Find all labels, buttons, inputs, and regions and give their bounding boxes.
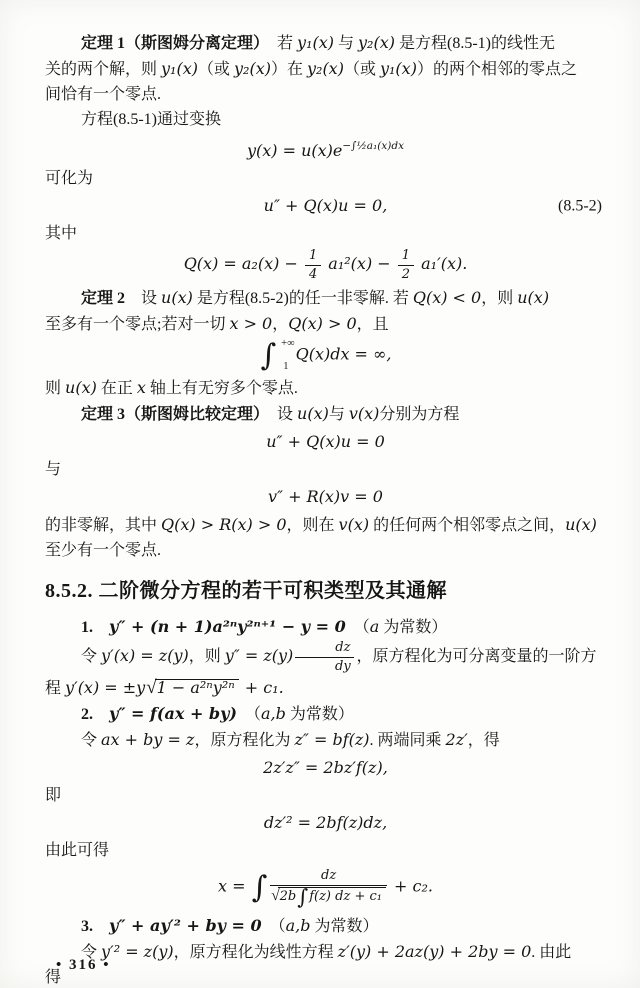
text-run: 令 <box>81 647 102 665</box>
theorem3-line3 <box>45 538 606 563</box>
text-run: dz′² = 2bf(z)dz, <box>263 812 388 832</box>
page-number: • 316 • <box>56 957 111 973</box>
text-run: 为常数） <box>285 705 354 723</box>
text-run: z″ = bf(z) <box>294 729 370 749</box>
text-run: y′(x) = z(y) <box>101 645 189 665</box>
fraction <box>398 248 414 283</box>
text-run: 在正 <box>96 379 137 397</box>
text-run: ）的两个相邻的零点之 <box>416 61 577 78</box>
integral <box>297 884 309 909</box>
text-run: y₂(x) <box>358 33 395 52</box>
item1-equation <box>45 614 606 640</box>
integral-lower-limit: 1 <box>283 361 289 373</box>
text-run: u(x) <box>565 514 597 534</box>
text-run: y₁(x) <box>161 59 198 78</box>
text-run: u(x) <box>161 287 193 307</box>
text-run: 1 <box>401 248 411 263</box>
text-run: 的非零解，其中 <box>45 516 162 534</box>
text-run: （或 <box>343 61 380 78</box>
text-run: . 由此 <box>531 943 572 961</box>
equation-number: (8.5-2) <box>558 197 602 215</box>
theorem1-line2 <box>45 56 606 82</box>
text-run: ，原方程化为 <box>194 731 295 749</box>
text-run: 4 <box>308 266 318 282</box>
text-run: v″ + R(x)v = 0 <box>268 486 383 506</box>
text-run: dz <box>335 639 351 655</box>
text-run: u″ + Q(x)u = 0 <box>266 431 385 451</box>
text-run: 1 − a²ⁿy²ⁿ <box>156 677 235 697</box>
text-yu <box>45 457 606 482</box>
text-run: 至多有一个零点;若对一切 <box>45 315 230 333</box>
fraction <box>270 868 387 908</box>
text-run: 令 <box>81 731 102 749</box>
text-qizhong <box>45 221 606 246</box>
fraction-numerator <box>398 248 414 266</box>
text-run: 3. <box>81 917 93 935</box>
formula-v <box>45 482 606 512</box>
text-run: x <box>136 377 146 397</box>
text-run: （ <box>261 917 286 935</box>
text-run: ，得 <box>467 731 500 749</box>
text-run: 至少有一个零点. <box>45 541 162 559</box>
integral-sign: ∫ <box>260 337 277 373</box>
integral-sign: ∫ <box>297 884 309 909</box>
text-run: 2. <box>81 705 93 723</box>
text-run: ，且 <box>356 315 389 333</box>
text-run: −∫½a₁(x)dx <box>342 140 405 152</box>
formula-x-integral <box>45 863 606 913</box>
text-run: f(z) dz + c₁ <box>309 889 382 905</box>
fraction-numerator <box>295 640 354 658</box>
text-run: 是方程(8.5-1)的线性无 <box>394 35 555 52</box>
text-run: 8.5.2. 二阶微分方程的若干可积类型及其通解 <box>45 579 447 602</box>
formula-852 <box>45 191 606 221</box>
formula-dz <box>45 808 606 838</box>
text-run: 方程(8.5-1)通过变换 <box>81 111 221 128</box>
para-transform <box>45 107 606 132</box>
text-run: u(x) <box>65 377 97 397</box>
item3-equation <box>45 913 606 939</box>
text-run: x > 0 <box>229 313 273 333</box>
text-run: y₂(x) <box>234 59 271 78</box>
text-run: y₁(x) <box>379 59 417 78</box>
text-run: ）在 <box>270 61 307 78</box>
sqrt-radical <box>146 675 239 701</box>
section-heading <box>45 578 606 605</box>
sqrt-radical <box>271 884 386 909</box>
text-run: 轴上有无穷多个零点. <box>145 379 298 397</box>
item2-equation <box>45 701 606 727</box>
text-run: 设 <box>261 405 298 423</box>
text-run: 与 <box>45 460 62 478</box>
item2-solution1 <box>45 727 606 753</box>
sqrt-content <box>155 679 239 697</box>
item1-solution1 <box>45 640 606 675</box>
text-run: dz <box>321 867 337 883</box>
text-run: z′(y) + 2az(y) + 2by = 0 <box>337 941 532 961</box>
text-run: a,b <box>285 915 311 935</box>
text-run: u(x) <box>297 403 329 423</box>
text-run: 定理 3（斯图姆比较定理） <box>81 405 262 423</box>
theorem1-line1 <box>45 30 606 56</box>
theorem2-line3 <box>45 375 606 401</box>
text-run: a,b <box>260 703 286 723</box>
text-run: 为常数） <box>310 917 379 935</box>
fraction <box>295 640 354 675</box>
text-run: ax + by = z <box>101 729 195 749</box>
text-run: a₁²(x) − <box>323 254 396 274</box>
text-de <box>45 965 606 988</box>
text-run: 与 <box>328 405 349 423</box>
fraction-denominator <box>295 658 354 675</box>
text-run: ，则 <box>481 289 518 307</box>
formula-Q <box>45 246 606 285</box>
text-run: ，原方程化为可分离变量的一阶方 <box>356 647 597 665</box>
text-run: 得 <box>45 968 62 986</box>
text-run: Q(x) > 0 <box>288 313 357 333</box>
text-run: y″ + (n + 1)a²ⁿy²ⁿ⁺¹ − y = 0 <box>109 616 346 636</box>
text-run: ，原方程化为线性方程 <box>173 943 338 961</box>
text-run: 关的两个解，则 <box>45 61 162 78</box>
text-run: 为常数） <box>379 618 448 636</box>
theorem2-line2 <box>45 311 606 337</box>
fraction-numerator <box>270 868 387 886</box>
text-run: Q(x)dx = ∞, <box>295 344 392 364</box>
text-run: u″ + Q(x)u = 0, <box>263 196 388 215</box>
text-run: y₁(x) <box>297 33 334 52</box>
text-run: 与 <box>334 35 359 52</box>
document-body <box>45 30 606 988</box>
text-run: y″ = z(y) <box>224 645 294 665</box>
text-run: 1 <box>308 248 318 263</box>
text-run: x = <box>217 876 251 896</box>
fraction-numerator <box>305 248 321 266</box>
fraction <box>305 248 321 283</box>
text-run: 的任何两个相邻零点之间， <box>369 516 566 534</box>
text-run: （ <box>236 705 261 723</box>
text-run: 程 <box>45 679 66 697</box>
text-run: ，则在 <box>286 516 339 534</box>
text-run: （ <box>345 618 370 636</box>
theorem3-line1 <box>45 401 606 427</box>
text-run: y′(x) = ±y <box>65 677 146 697</box>
text-run: 分别为方程 <box>379 405 460 423</box>
text-run: y₂(x) <box>306 59 344 78</box>
integral-limits <box>277 339 294 373</box>
text-run: ， <box>272 315 289 333</box>
integral-sign: ∫ <box>251 869 268 905</box>
text-run: 设 <box>125 289 162 307</box>
theorem3-line2 <box>45 512 606 538</box>
text-run: 定理 2 <box>81 289 126 307</box>
fraction-denominator <box>270 886 387 908</box>
integral-upper-limit: +∞ <box>281 337 295 349</box>
text-kehuawei <box>45 166 606 191</box>
text-ji <box>45 783 606 808</box>
formula-transform <box>45 132 606 166</box>
text-run: （或 <box>197 61 234 78</box>
text-run: a <box>369 616 380 636</box>
text-run: 令 <box>81 943 102 961</box>
formula-u <box>45 427 606 457</box>
theorem2-line1 <box>45 285 606 311</box>
text-run: v(x) <box>348 403 380 423</box>
text-run: + c₂. <box>388 876 434 896</box>
text-run: Q(x) = a₂(x) − <box>183 254 303 274</box>
text-run: v(x) <box>338 514 370 534</box>
text-run: ，则 <box>188 647 225 665</box>
text-youcikede <box>45 838 606 863</box>
text-run: 定理 1（斯图姆分离定理） <box>81 35 262 52</box>
text-run: y″ = f(ax + by) <box>109 703 237 723</box>
text-run: y(x) = u(x)e <box>246 141 343 160</box>
text-run: 2z′z″ = 2bz′f(z), <box>263 757 388 777</box>
fraction-denominator <box>305 266 321 283</box>
text-run: 可化为 <box>45 170 94 187</box>
text-run: 由此可得 <box>45 841 110 859</box>
text-run: . 两端同乘 <box>369 731 446 749</box>
item3-solution1 <box>45 939 606 965</box>
text-run: 间恰有一个零点. <box>45 86 162 103</box>
text-run <box>93 706 109 723</box>
text-run: y′² = z(y) <box>101 941 174 961</box>
text-run: 是方程(8.5-2)的任一非零解. 若 <box>192 289 413 307</box>
text-run: + c₁. <box>239 677 284 697</box>
text-run: 2b <box>279 889 297 905</box>
text-run: 2 <box>401 266 411 282</box>
text-run: Q(x) < 0 <box>412 287 482 307</box>
text-run <box>93 619 109 636</box>
text-run: 若 <box>261 35 298 52</box>
text-run: 其中 <box>45 225 78 242</box>
text-run: y″ + ay′² + by = 0 <box>109 915 262 935</box>
text-run: u(x) <box>517 287 550 307</box>
sqrt-content <box>278 884 386 909</box>
text-run: 1. <box>81 618 93 636</box>
item1-solution2 <box>45 675 606 701</box>
text-run: 即 <box>45 786 62 804</box>
text-run: Q(x) > R(x) > 0 <box>161 514 287 534</box>
theorem1-line3 <box>45 82 606 107</box>
text-run: a₁′(x). <box>416 254 468 274</box>
text-run <box>93 918 109 935</box>
formula-integral-Q <box>45 337 606 375</box>
text-run: dy <box>335 658 351 674</box>
fraction-denominator <box>398 266 414 283</box>
integral <box>251 869 268 905</box>
integral <box>261 339 295 373</box>
text-run: 2z′ <box>445 729 468 749</box>
superscript <box>342 141 404 152</box>
text-run: 则 <box>45 379 66 397</box>
formula-2zz <box>45 753 606 783</box>
